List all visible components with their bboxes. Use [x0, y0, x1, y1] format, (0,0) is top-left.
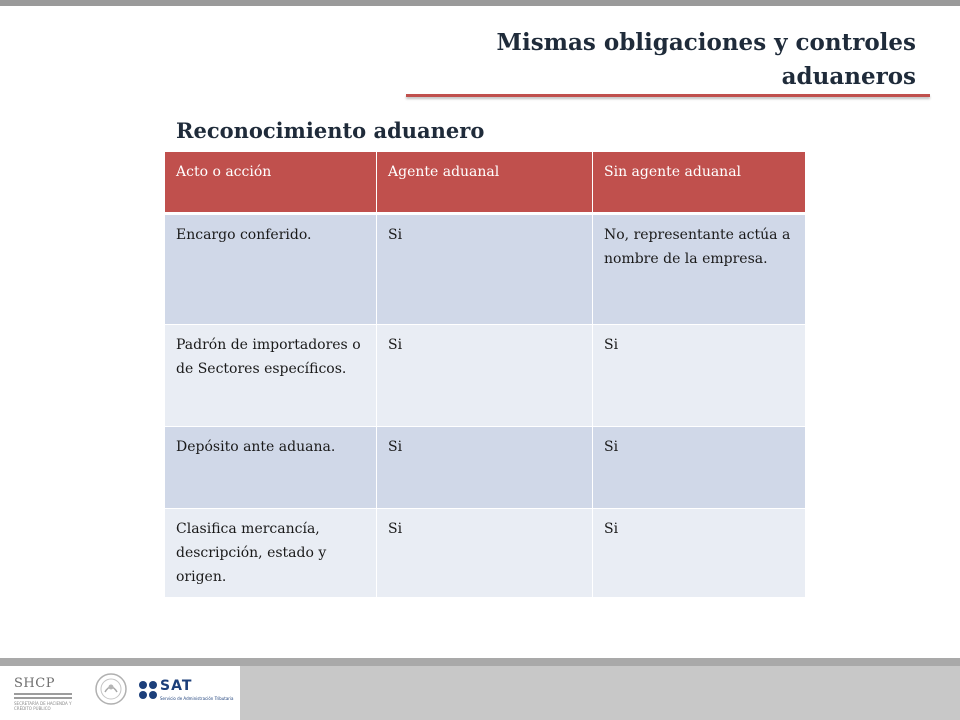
national-seal-icon [94, 672, 128, 706]
slide-subtitle: Reconocimiento aduanero [176, 118, 485, 143]
shcp-logo-bars [14, 693, 80, 699]
table-row [165, 509, 806, 598]
sat-logo-subtext: Servicio de Administración Tributaria [160, 696, 234, 701]
table-row [165, 427, 806, 509]
table-cell: Si [593, 427, 806, 509]
header-cell: Acto o acción [165, 152, 377, 214]
shcp-logo-subtext: SECRETARÍA DE HACIENDA Y CRÉDITO PÚBLICO [14, 701, 72, 711]
slide-title: Mismas obligaciones y controles aduaneros [496, 29, 916, 90]
header-cell: Sin agente aduanal [593, 152, 806, 214]
header-cell: Agente aduanal [377, 152, 593, 214]
table-header-row [165, 152, 806, 214]
shcp-logo-text: SHCP [14, 676, 55, 691]
table-row [165, 214, 806, 325]
table-cell: Si [377, 214, 593, 325]
table-cell: Si [377, 509, 593, 598]
shcp-logo [14, 676, 80, 711]
table-cell: Si [377, 325, 593, 427]
table-cell: Si [593, 509, 806, 598]
sat-logo-text: SAT [160, 678, 193, 694]
comparison-table [164, 151, 806, 598]
table-cell: No, representante actúa a nombre de la empresa. [593, 214, 806, 325]
table-cell: Depósito ante aduana. [165, 427, 377, 509]
table-cell: Padrón de importadores o de Sectores específicos. [165, 325, 377, 427]
table-cell: Clasifica mercancía, descripción, estado y origen. [165, 509, 377, 598]
table-cell: Si [593, 325, 806, 427]
table-cell: Si [377, 427, 593, 509]
footer-divider [0, 658, 960, 666]
title-underline [406, 94, 930, 97]
table-cell: Encargo conferido. [165, 214, 377, 325]
table-row [165, 325, 806, 427]
sat-logo-icon [138, 680, 158, 700]
top-bar [0, 0, 960, 6]
